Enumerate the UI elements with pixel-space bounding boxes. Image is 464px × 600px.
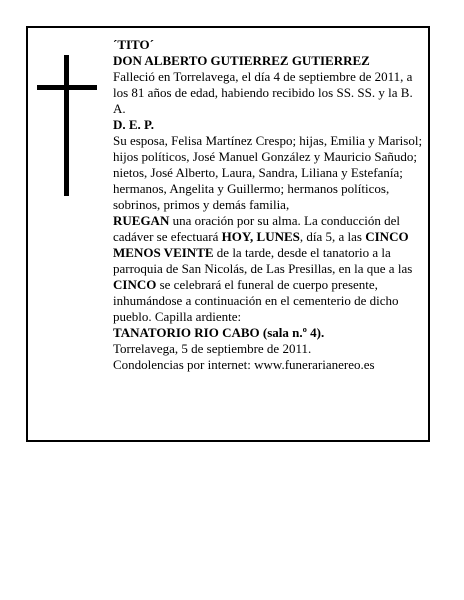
funeral-text: se celebrará el funeral de cuerpo presente, inhumándose a continuación en el cementerio de dicho pueblo. Capilla ardiente: xyxy=(113,277,399,324)
date-line: Torrelavega, 5 de septiembre de 2011. xyxy=(113,341,312,356)
service-paragraph xyxy=(113,133,423,325)
day-label: HOY, LUNES xyxy=(221,229,300,244)
nickname: ´TITO´ xyxy=(113,37,154,52)
cross-horizontal-bar xyxy=(37,85,97,90)
condolences-line: Condolencias por internet: www.funerarianereo.es xyxy=(113,357,375,372)
rip-abbreviation: D. E. P. xyxy=(113,117,155,132)
funeral-time-label: CINCO xyxy=(113,277,157,292)
route-text: de la tarde, desde el tanatorio a la parroquia de San Nicolás, de Las Presillas, en la que a las xyxy=(113,245,413,276)
obituary-text xyxy=(113,37,423,373)
chapel-location: TANATORIO RIO CABO (sala n.º 4). xyxy=(113,325,325,340)
death-statement: Falleció en Torrelavega, el día 4 de septiembre de 2011, a los 81 años de edad, habiendo recibido los SS. SS. y la B. A. xyxy=(113,69,413,116)
time-label: CINCO MENOS VEINTE xyxy=(113,229,409,260)
ruegan-label: RUEGAN xyxy=(113,213,170,228)
family-list: Su esposa, Felisa Martínez Crespo; hijas, Emilia y Marisol; hijos políticos, José Manuel González y Mauricio Sañudo; nietos, José Alberto, Laura, Sandra, Liliana y Estefanía; hermanos, Angelita y Guillermo; hermanos políticos, sobrinos, primos y demás familia, xyxy=(113,133,423,212)
cross-vertical-bar xyxy=(64,55,69,196)
day-text: , día 5, a las xyxy=(299,229,366,244)
prayer-text: una oración por su alma. La conducción del cadáver se efectuará xyxy=(113,213,401,244)
deceased-name: DON ALBERTO GUTIERREZ GUTIERREZ xyxy=(113,53,370,68)
